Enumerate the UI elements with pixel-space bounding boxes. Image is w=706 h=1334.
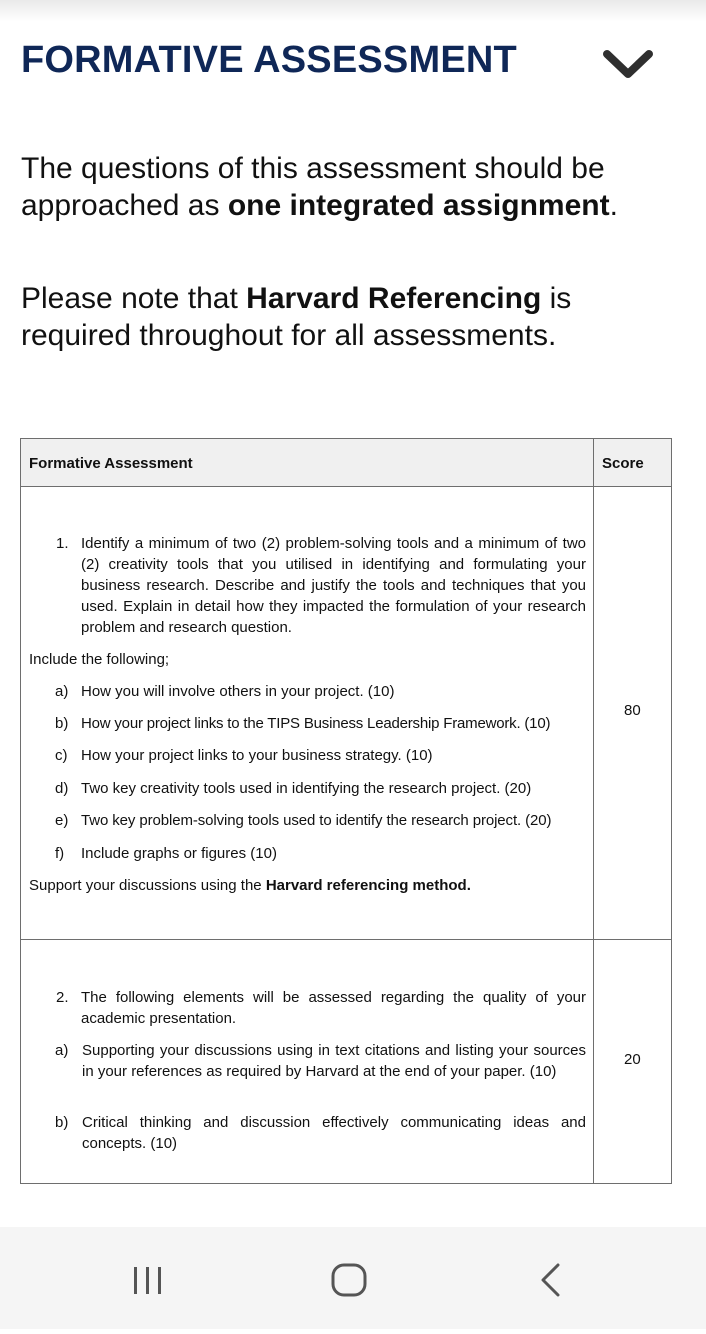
q1-include-label: Include the following; xyxy=(29,651,170,668)
q1-number: 1. xyxy=(56,535,69,552)
q1-item-c: How your project links to your business strategy. (10) xyxy=(81,747,433,764)
top-shadow xyxy=(0,0,706,22)
q1-item-d: Two key creativity tools used in identifying the research project. (20) xyxy=(81,780,532,797)
column-divider xyxy=(593,439,594,1183)
harvard-method-emphasis: Harvard referencing method. xyxy=(265,877,471,894)
q1-item-f: Include graphs or figures (10) xyxy=(81,845,277,862)
q1-item-b: How your project links to the TIPS Business Leadership Framework. (10) xyxy=(81,715,551,732)
recent-apps-button[interactable] xyxy=(88,1227,208,1329)
home-button[interactable] xyxy=(289,1227,409,1329)
header-score: Score xyxy=(602,455,644,472)
section-header[interactable] xyxy=(21,38,661,84)
q1-item-e: Two key problem-solving tools used to identify the research project. (20) xyxy=(81,812,552,829)
back-button[interactable] xyxy=(490,1227,610,1329)
harvard-referencing-emphasis: Harvard Referencing xyxy=(246,282,542,315)
row-divider xyxy=(21,939,671,940)
q2-item-b: Critical thinking and discussion effectively communicating ideas and concepts. (10) xyxy=(82,1114,586,1152)
q1-item-a: How you will involve others in your project. (10) xyxy=(81,683,395,700)
assessment-table xyxy=(20,438,672,1184)
q1-support-note: Support your discussions using the Harvard referencing method. xyxy=(29,877,471,894)
system-nav-bar xyxy=(0,1227,706,1329)
intro-text xyxy=(21,150,681,354)
q2-item-a-letter: a) xyxy=(55,1042,69,1059)
integrated-assignment-emphasis: one integrated assignment xyxy=(227,189,610,222)
q1-item-a-letter: a) xyxy=(55,683,69,700)
q2-text: The following elements will be assessed regarding the quality of your academic presentation. xyxy=(81,989,586,1027)
section-title: FORMATIVE ASSESSMENT xyxy=(21,39,517,81)
intro-paragraph-2: Please note that Harvard Referencing is required throughout for all assessments. xyxy=(21,282,572,352)
table-header-row xyxy=(21,439,671,487)
q2-item-b-letter: b) xyxy=(55,1114,69,1131)
q1-item-e-letter: e) xyxy=(55,812,69,829)
q1-item-b-letter: b) xyxy=(55,715,69,732)
q1-item-f-letter: f) xyxy=(55,845,65,862)
q2-item-a: Supporting your discussions using in text citations and listing your sources in your references as required by Harvard at the end of your paper. (10) xyxy=(82,1042,586,1080)
q1-item-c-letter: c) xyxy=(55,747,68,764)
chevron-down-icon[interactable] xyxy=(601,46,655,80)
recent-apps-icon xyxy=(88,1227,208,1329)
q1-score: 80 xyxy=(624,702,641,719)
home-icon xyxy=(289,1227,409,1329)
q1-text: Identify a minimum of two (2) problem-solving tools and a minimum of two (2) creativity tools that you utilised in identifying and formulating your business research. Describe and justify the tools and techniques that you used. Explain in detail how they impacted the formulation of your research problem and research question. xyxy=(81,535,586,636)
header-formative-assessment: Formative Assessment xyxy=(29,455,193,472)
q1-item-d-letter: d) xyxy=(55,780,69,797)
q2-score: 20 xyxy=(624,1051,641,1068)
q2-number: 2. xyxy=(56,989,69,1006)
intro-paragraph-1: The questions of this assessment should be approached as one integrated assignment. xyxy=(21,152,618,222)
back-icon xyxy=(490,1227,610,1329)
